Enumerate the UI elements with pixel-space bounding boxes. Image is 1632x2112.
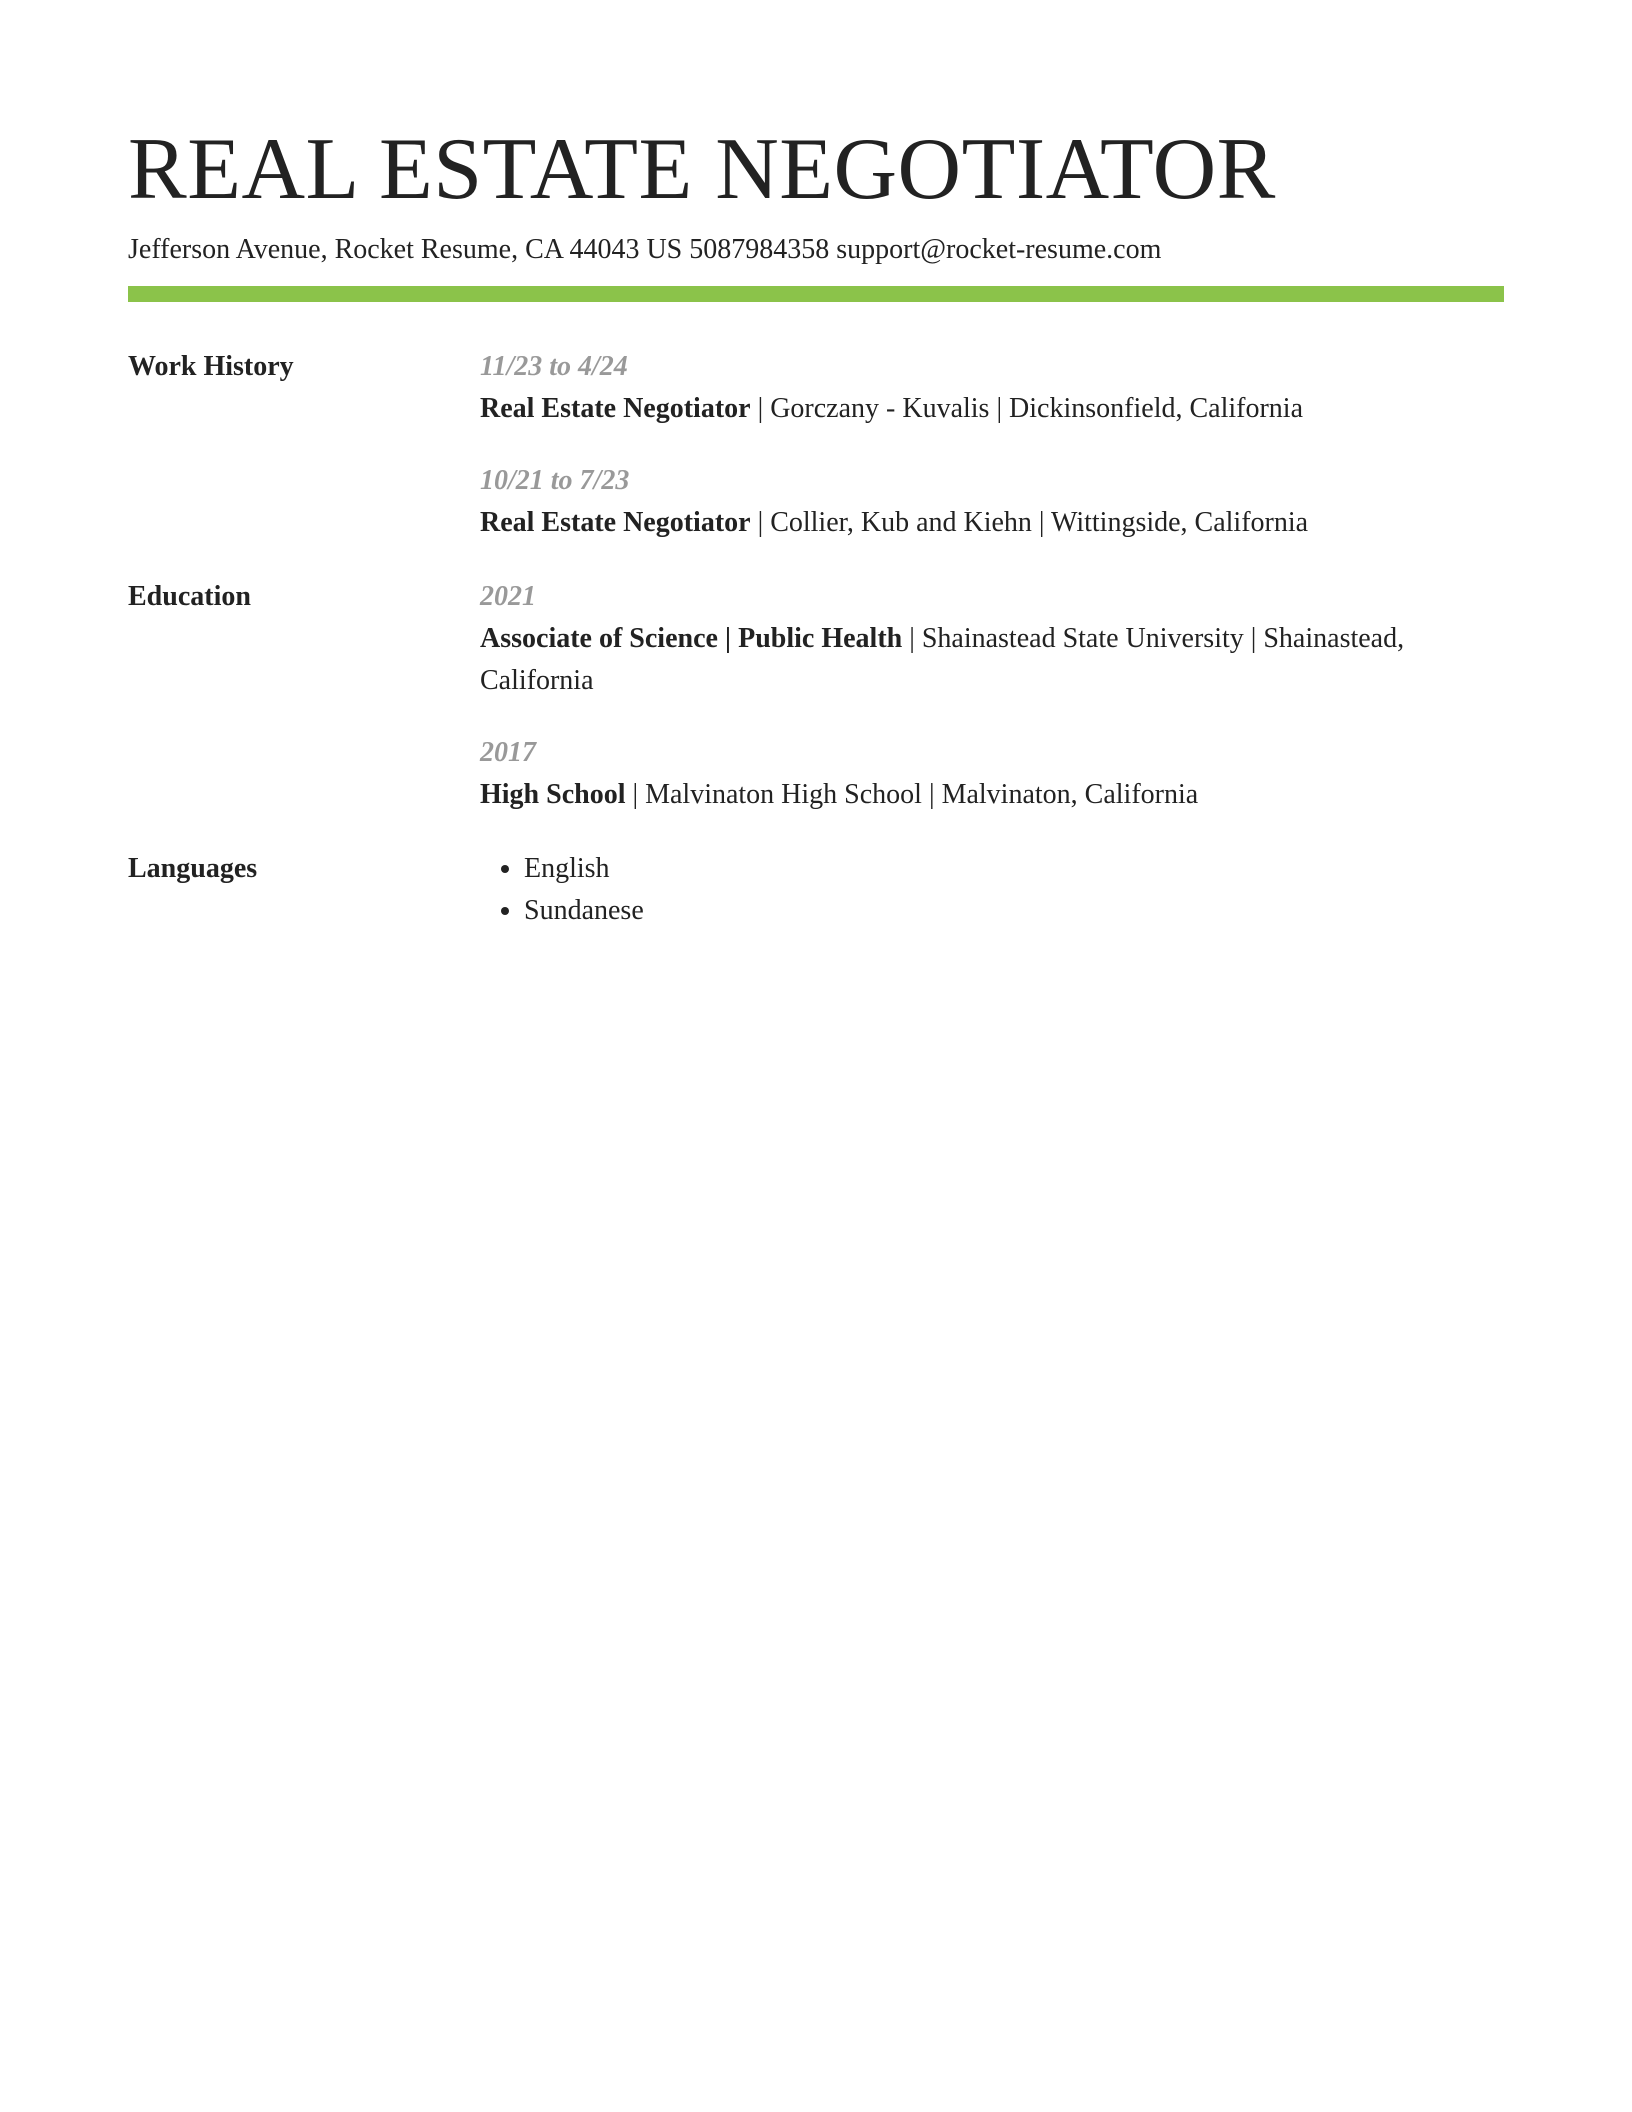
education-entry	[480, 732, 1504, 816]
education-entry-details: | Shainastead State University | Shainastead, California	[480, 623, 1405, 696]
education-entry-degree: High School	[480, 779, 626, 810]
work-history-heading: Work History	[128, 351, 294, 382]
accent-divider	[128, 286, 1504, 302]
work-entry-line	[480, 502, 1504, 544]
work-entry-date: 10/21 to 7/23	[480, 465, 630, 496]
languages-entries	[480, 848, 1504, 932]
education-entry	[480, 576, 1504, 702]
education-entry-date: 2021	[480, 581, 536, 612]
work-entry-details: | Collier, Kub and Kiehn | Wittingside, California	[750, 507, 1309, 538]
work-history-entries	[480, 346, 1504, 576]
education-entry-line	[480, 774, 1504, 816]
education-entry-degree: Associate of Science | Public Health	[480, 623, 903, 654]
work-entry-line	[480, 388, 1504, 430]
work-entry-role: Real Estate Negotiator	[480, 507, 751, 538]
education-entry-line	[480, 618, 1504, 702]
work-entry	[480, 346, 1504, 430]
work-entry-role: Real Estate Negotiator	[480, 393, 751, 424]
language-item: • Sundanese	[524, 890, 1504, 932]
language-item: • English	[524, 848, 1504, 890]
contact-line: Jefferson Avenue, Rocket Resume, CA 44043 US 5087984358 support@rocket-resume.com	[128, 234, 1162, 265]
education-heading: Education	[128, 581, 251, 612]
education-entry-date: 2017	[480, 737, 536, 768]
languages-list	[480, 848, 1504, 932]
work-entry-details: | Gorczany - Kuvalis | Dickinsonfield, California	[750, 393, 1303, 424]
languages-heading: Languages	[128, 853, 258, 884]
education-entries	[480, 576, 1504, 848]
education-entry-details: | Malvinaton High School | Malvinaton, California	[625, 779, 1199, 810]
work-entry	[480, 460, 1504, 544]
work-entry-date: 11/23 to 4/24	[480, 351, 628, 382]
resume-title: REAL ESTATE NEGOTIATOR	[128, 121, 1276, 218]
